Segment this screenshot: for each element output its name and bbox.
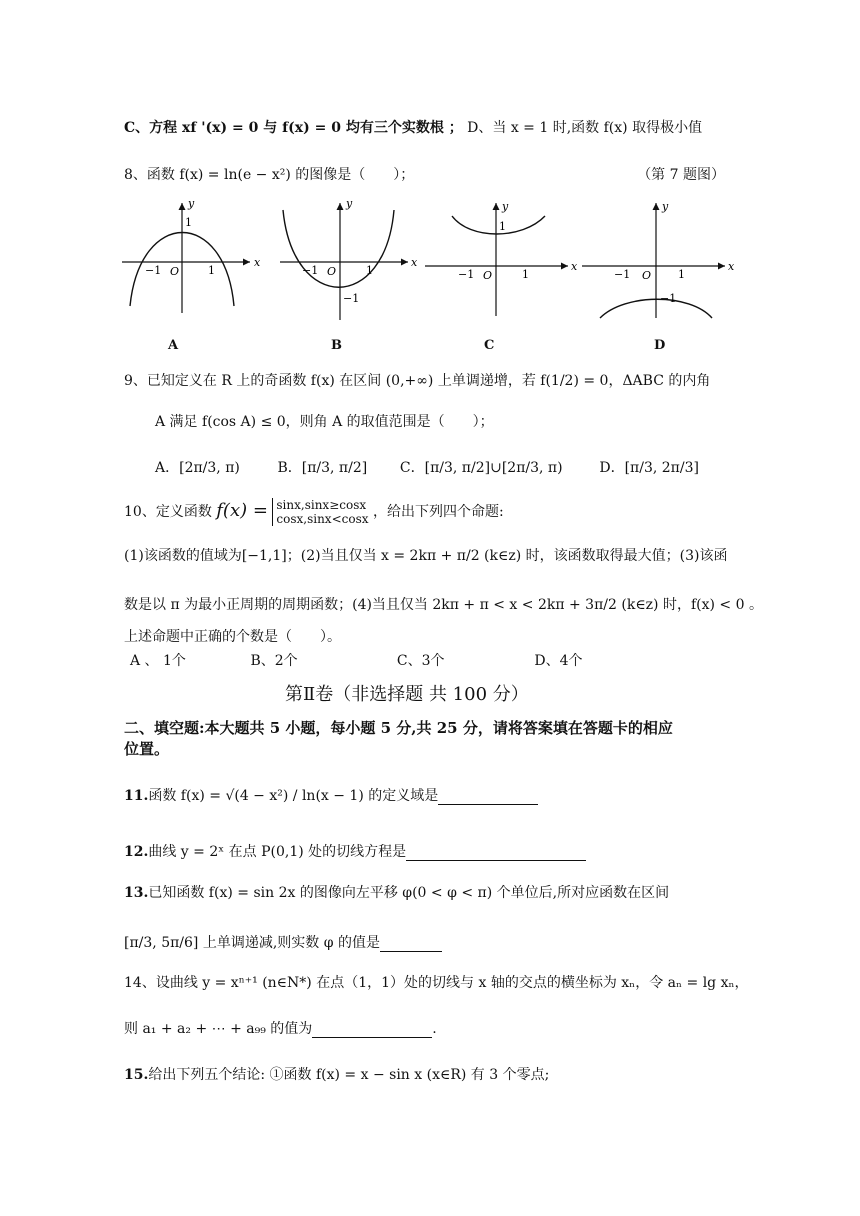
q9-option-d: D．[π/3, 2π/3] [599,460,699,476]
q10-option-d: D、4个 [534,653,583,669]
graph-d-ylabel: y [662,200,669,213]
graph-b-tick-1: 1 [366,264,373,277]
graph-b-ylabel: y [346,198,353,210]
q9-option-b: B．[π/3, π/2] [277,460,368,476]
q9-line2: A 满足 f(cos A) ≤ 0，则角 A 的取值范围是（ ）； [155,414,494,430]
part2-heading-line1: 二、填空题:本大题共 5 小题，每小题 5 分,共 25 分，请将答案填在答题卡的相应 [124,719,673,737]
graph-c-ylabel: y [502,200,509,213]
q14-end: . [432,1021,437,1037]
q7-option-d: D、当 x = 1 时,函数 f(x) 取得极小值 [467,120,703,136]
graph-d-label: D [654,338,666,353]
q11 [124,785,538,805]
q8-graphs [0,198,860,328]
q7-options [124,117,702,137]
q15-number: 15. [124,1067,149,1083]
q9-options [155,457,699,477]
q9-option-c: C．[π/3, π/2]∪[2π/3, π) [399,460,563,476]
part2-title: 第Ⅱ卷（非选择题 共 100 分） [285,684,529,705]
q10-line3: 数是以 π 为最小正周期的周期函数；(4)当且仅当 2kπ + π < x < 2kπ + 3π/2 (k∈z) 时，f(x) < 0 。 [124,597,763,613]
q11-answer-blank[interactable] [438,790,538,805]
q12-number: 12. [124,844,149,860]
graph-d [582,200,735,318]
q13-number: 13. [124,885,149,901]
graph-a-origin: O [170,265,180,278]
q15-text: 给出下列五个结论: ①函数 f(x) = x − sin x (x∈R) 有 3 个零点; [148,1067,550,1083]
graph-b-label: B [331,338,342,353]
graph-b-origin: O [327,265,337,278]
q7-option-c: C、方程 xf '(x) = 0 与 f(x) = 0 均有三个实数根 ； [124,120,463,136]
graph-b-ytick: −1 [343,292,360,305]
graph-d-ytick: −1 [660,292,677,305]
graph-c-ytick: 1 [499,220,506,233]
graph-b [280,198,418,320]
q11-number: 11. [124,788,149,804]
q14-line1: 14、设曲线 y = xⁿ⁺¹ (n∈N*) 在点（1，1）处的切线与 x 轴的交点的横坐标为 xₙ，令 aₙ = lg xₙ， [124,975,749,991]
graph-c-tick-1: 1 [522,268,529,281]
graph-c-tick-neg1: −1 [458,268,475,281]
graph-a [122,198,261,313]
graph-d-tick-1: 1 [678,268,685,281]
q12-answer-blank[interactable] [406,846,586,861]
q7-figure-tag: （第 7 题图） [637,167,725,183]
q10-option-a: A 、 1个 [130,653,186,669]
q13-line2 [124,932,442,952]
q10-prefix: 10、定义函数 [124,504,217,520]
q13-text: 已知函数 f(x) = sin 2x 的图像向左平移 φ(0 < φ < π) 个单位后,所对应函数在区间 [148,885,670,901]
q9-option-a: A．[2π/3, π) [155,460,240,476]
q8-stem: 8、函数 f(x) = ln(e − x²) 的图像是（ ）； [124,167,415,183]
q14-text2: 则 a₁ + a₂ + ⋯ + a₉₉ 的值为 [124,1021,313,1037]
q15 [124,1064,549,1084]
q14-line2 [124,1018,437,1038]
graph-c-origin: O [483,269,493,282]
q10-case2: cosx,sinx<cosx [276,512,369,526]
graph-a-tick-neg1: −1 [145,264,162,277]
graph-a-ytick: 1 [185,216,192,229]
q13-line1 [124,882,669,902]
q12 [124,841,586,861]
graph-a-ylabel: y [188,198,195,210]
q12-text: 曲线 y = 2ˣ 在点 P(0,1) 处的切线方程是 [148,844,407,860]
graph-c [425,200,578,316]
q10-func: f(x) = [216,500,268,521]
q14-answer-blank[interactable] [312,1023,432,1038]
q13-text2: [π/3, 5π/6] 上单调递减,则实数 φ 的值是 [124,935,380,951]
q10-case1: sinx,sinx≥cosx [276,498,367,512]
graph-c-xlabel: x [571,260,578,273]
graph-a-tick-1: 1 [208,264,215,277]
q10-cases [272,498,368,526]
graph-b-xlabel: x [411,256,418,269]
q10-suffix: ，给出下列四个命题: [372,504,504,520]
graph-a-label: A [168,338,179,353]
q10-line2: (1)该函数的值域为[−1,1]；(2)当且仅当 x = 2kπ + π/2 (k∈z) 时，该函数取得最大值；(3)该函 [124,548,728,564]
graph-d-origin: O [642,269,652,282]
q13-answer-blank[interactable] [380,937,442,952]
q10-options [130,650,650,670]
part2-heading-line2: 位置。 [124,740,170,758]
graph-a-xlabel: x [254,256,261,269]
graph-c-label: C [484,338,495,353]
q10-stem [124,498,504,526]
graph-d-tick-neg1: −1 [614,268,631,281]
q10-option-b: B、2个 [250,653,298,669]
graph-d-xlabel: x [728,260,735,273]
graph-b-tick-neg1: −1 [302,264,319,277]
q11-text: 函数 f(x) = √(4 − x²) / ln(x − 1) 的定义域是 [148,788,439,804]
q10-line4: 上述命题中正确的个数是（ ）。 [124,629,341,645]
q9-line1: 9、已知定义在 R 上的奇函数 f(x) 在区间 (0,+∞) 上单调递增，若 f(1/2) = 0，ΔABC 的内角 [124,373,711,389]
q10-option-c: C、3个 [396,653,445,669]
